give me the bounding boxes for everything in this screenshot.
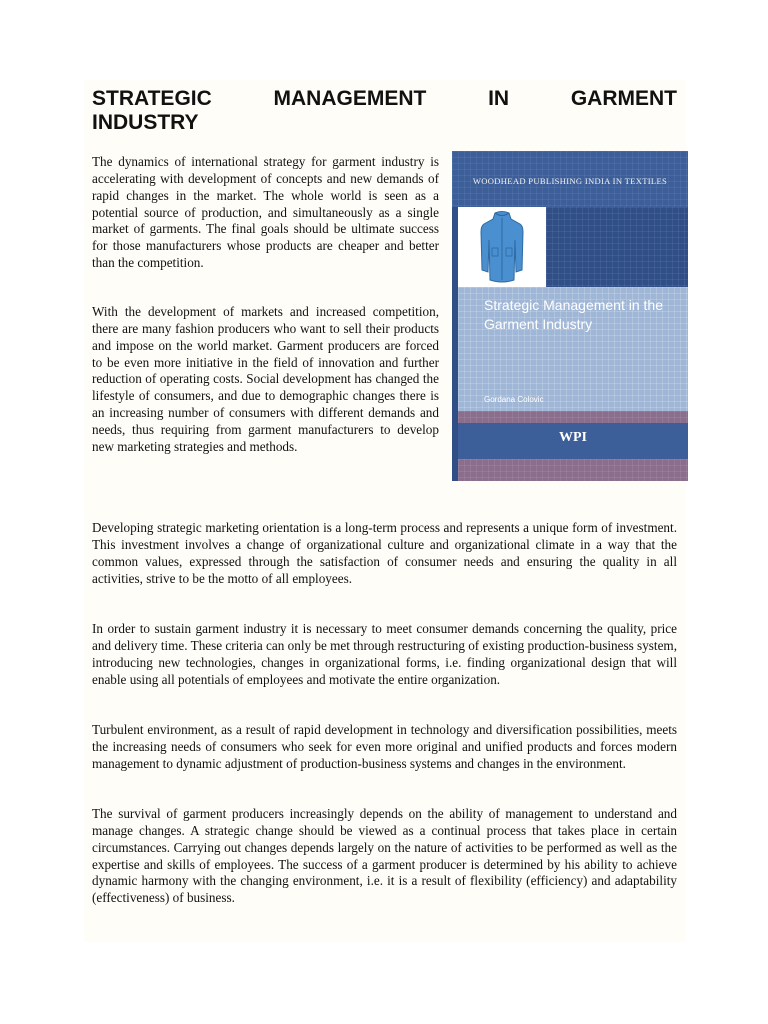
paragraph-3: Developing strategic marketing orientation is a long-term process and represents a unique form of investment. This investment involves a change of organizational culture and organizational climate in a way that the common values, expressed through the satisfaction of consumer needs and ensuring the quality in all activities, strive to be the motto of all employees.: [92, 520, 677, 586]
cover-photo-box: [458, 207, 546, 287]
paragraph-4: In order to sustain garment industry it is necessary to meet consumer demands concerning the quality, price and delivery time. These criteria can only be met through restructuring of existing production-business system, introducing new technologies, changes in organizational forms, i.e. finding organizational design that will enable using all potentials of employees and motivate the entire organization.: [92, 621, 677, 687]
cover-title: Strategic Management in the Garment Industry: [484, 297, 663, 332]
paragraph-5: Turbulent environment, as a result of rapid development in technology and diversification possibilities, meets the increasing needs of consumers who seek for even more original and unified products and forces modern management to dynamic adjustment of production-business systems and changes in the environment.: [92, 722, 677, 771]
cover-publisher: WOODHEAD PUBLISHING INDIA IN TEXTILES: [472, 176, 668, 186]
cover-author: Gordana Colovic: [484, 395, 544, 404]
document-title: [92, 87, 677, 135]
cover-side-panel: [546, 207, 688, 287]
title-line-2: INDUSTRY: [92, 111, 199, 134]
book-cover-image: [452, 151, 688, 481]
jacket-icon: [480, 210, 524, 284]
paragraph-6: The survival of garment producers increasingly depends on the ability of management to understand and manage changes. A strategic change should be viewed as a continual process that takes place in certain circumstances. Carrying out changes depends largely on the nature of activities to be performed as well as the expertise and skills of employees. The success of a garment producer is determined by his ability to achieve dynamic harmony with the changing environment, i.e. it is a result of flexibility (efficiency) and adaptability (effectiveness) of business.: [92, 806, 677, 906]
paragraph-1: The dynamics of international strategy for garment industry is accelerating with development of concepts and new demands of rapid changes in the market. The whole world is seen as a potential source of production, and simultaneously as a single market of garments. The final goals should be ultimate success for those manufacturers whose products are cheaper and better than the competition.: [92, 154, 439, 271]
cover-imprint: WPI: [559, 430, 587, 445]
title-line-1: STRATEGIC MANAGEMENT IN GARMENT: [92, 87, 677, 110]
paragraph-2: With the development of markets and increased competition, there are many fashion producers who want to sell their products and impose on the world market. Garment producers are forced to be even more initiative in the field of innovation and further reduction of operating costs. Social development has changed the lifestyle of consumers, and due to demographic changes there is an increasing number of consumers with different demands and needs, thus requiring from garment manufacturers to develop new marketing strategies and methods.: [92, 304, 439, 454]
